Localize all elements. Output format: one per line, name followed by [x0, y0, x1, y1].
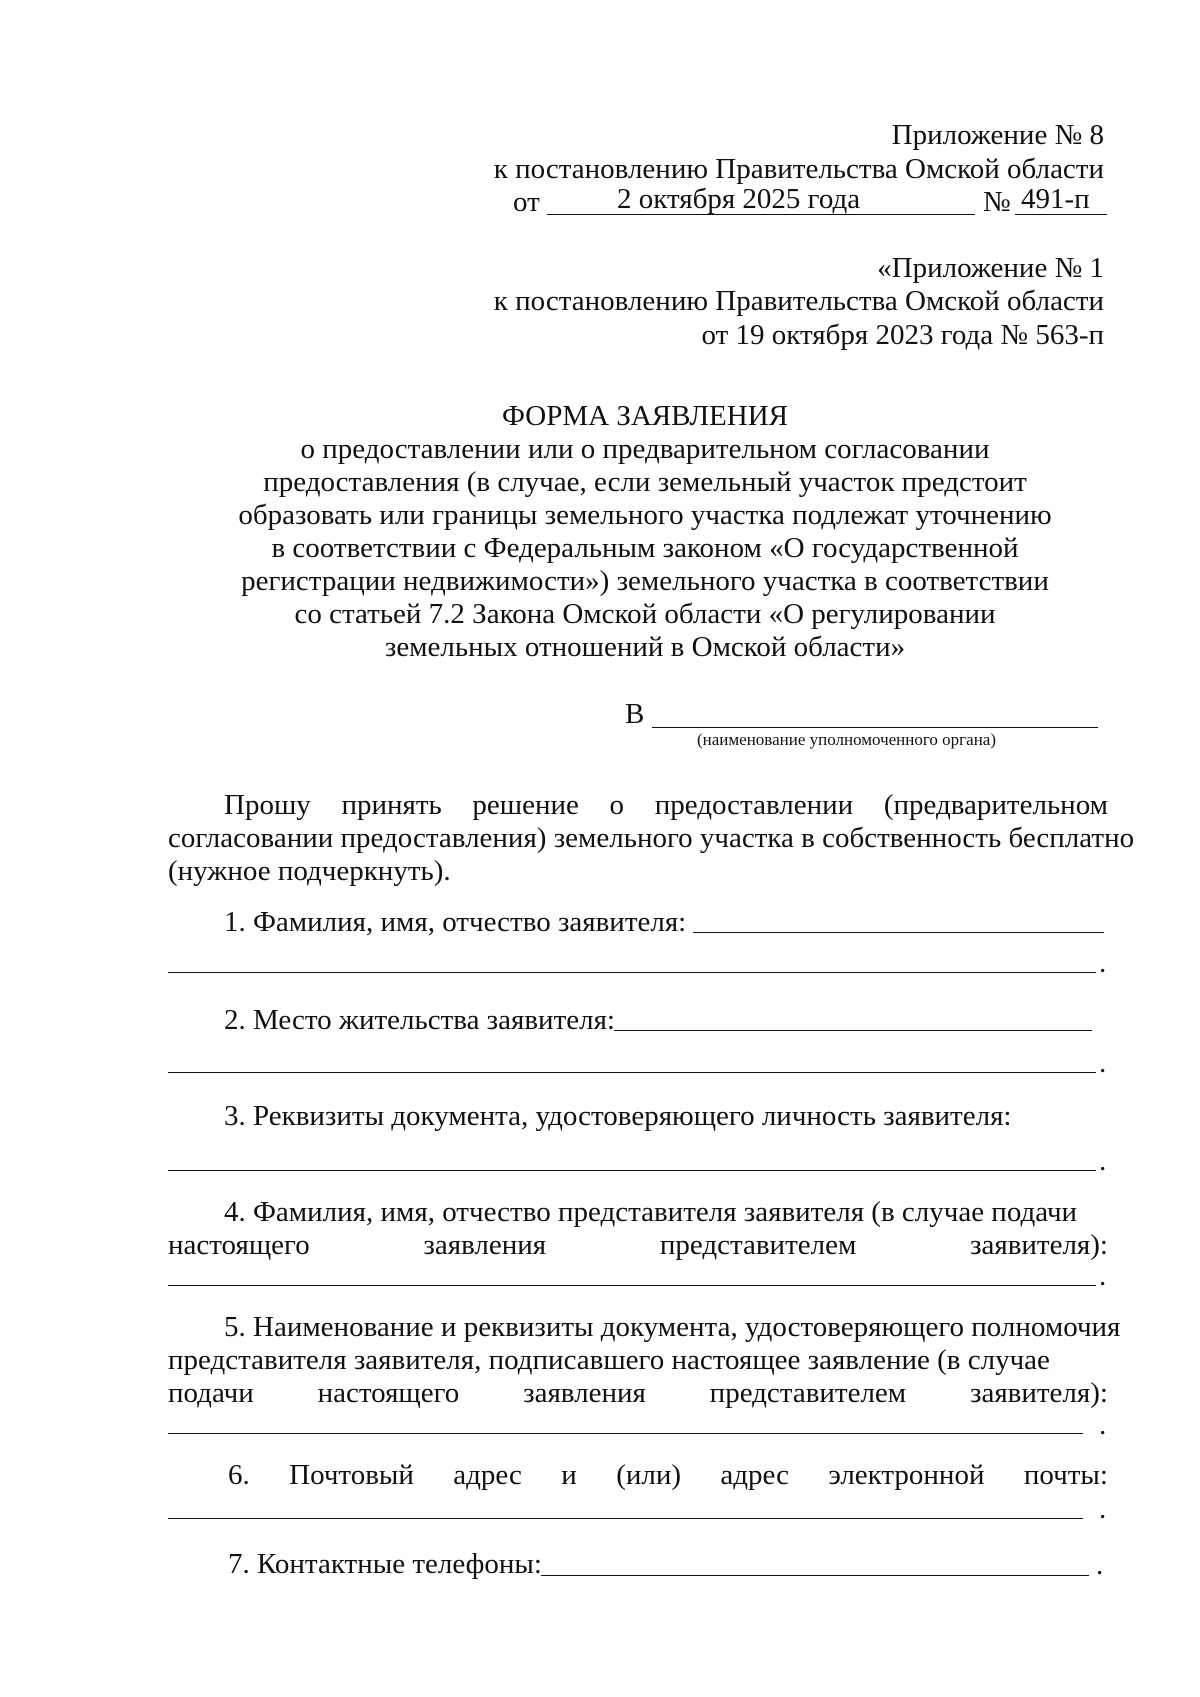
request-word: предоставлении — [654, 789, 854, 821]
resolution-date: 2 октября 2025 года — [617, 183, 861, 215]
item-5-word: заявителя): — [970, 1377, 1108, 1409]
item-6-word: электронной — [828, 1459, 985, 1491]
title-line: о предоставлении или о предварительном согласовании — [300, 433, 990, 465]
item-4-word: настоящего — [168, 1229, 310, 1261]
authority-document-field[interactable] — [168, 1433, 1083, 1434]
appendix-number: Приложение № 8 — [891, 119, 1104, 151]
item-4-word: представителем — [659, 1229, 857, 1261]
representative-name-field[interactable] — [168, 1285, 1096, 1286]
item-7-label: 7. Контактные телефоны: — [228, 1548, 542, 1580]
end-dot: . — [1099, 947, 1107, 979]
item-6-word: адрес — [453, 1459, 522, 1491]
item-6-word: и — [561, 1459, 577, 1491]
request-line-3: (нужное подчеркнуть). — [168, 855, 451, 887]
item-6-word: 6. — [228, 1459, 250, 1491]
item-2-label: 2. Место жительства заявителя: — [224, 1004, 615, 1036]
item-5-word: подачи — [168, 1377, 254, 1409]
title-line: в соответствии с Федеральным законом «О государственной — [271, 532, 1019, 564]
item-5-word: заявления — [523, 1377, 646, 1409]
identity-document-field[interactable] — [168, 1170, 1096, 1171]
postal-email-field[interactable] — [168, 1518, 1083, 1519]
request-word: Прошу — [224, 789, 311, 821]
item-6-word: почты: — [1023, 1459, 1108, 1491]
request-word: о — [609, 789, 625, 821]
end-dot: . — [1096, 1549, 1104, 1581]
item-4-line-2 — [168, 1228, 1108, 1262]
from-label: от — [513, 186, 540, 218]
item-4-line-1: 4. Фамилия, имя, отчество представителя заявителя (в случае подачи — [224, 1196, 1078, 1228]
item-6-word: (или) — [616, 1459, 682, 1491]
applicant-name-field[interactable] — [693, 932, 1104, 933]
end-dot: . — [1099, 1493, 1107, 1525]
end-dot: . — [1099, 1047, 1107, 1079]
resolution-reference: к постановлению Правительства Омской области — [493, 153, 1104, 185]
form-heading: ФОРМА ЗАЯВЛЕНИЯ — [502, 400, 788, 432]
title-line: предоставления (в случае, если земельный участок предстоит — [263, 466, 1027, 498]
item-5-line-1: 5. Наименование и реквизиты документа, удостоверяющего полномочия — [224, 1311, 1121, 1343]
request-word: принять — [341, 789, 442, 821]
item-3-label: 3. Реквизиты документа, удостоверяющего личность заявителя: — [224, 1100, 1012, 1132]
authority-name-field[interactable] — [652, 727, 1098, 728]
title-line: регистрации недвижимости») земельного участка в соответствии — [241, 565, 1049, 597]
end-dot: . — [1099, 1260, 1107, 1292]
item-4-word: заявителя): — [970, 1229, 1108, 1261]
residence-field[interactable] — [614, 1030, 1092, 1031]
item-6-word: Почтовый — [289, 1459, 414, 1491]
prev-appendix-date: от 19 октября 2023 года № 563-п — [701, 319, 1104, 351]
applicant-name-field-cont[interactable] — [168, 972, 1096, 973]
end-dot: . — [1099, 1409, 1107, 1441]
authority-name-caption: (наименование уполномоченного органа) — [697, 730, 997, 749]
prev-appendix-title: «Приложение № 1 — [877, 252, 1104, 284]
item-5-word: настоящего — [317, 1377, 460, 1409]
residence-field-cont[interactable] — [168, 1072, 1096, 1073]
item-1-label: 1. Фамилия, имя, отчество заявителя: — [224, 906, 687, 938]
item-5-line-2: представителя заявителя, подписавшего настоящее заявление (в случае — [168, 1344, 1050, 1376]
item-4-word: заявления — [423, 1229, 547, 1261]
request-word: (предварительном — [883, 789, 1108, 821]
item-5-word: представителем — [709, 1377, 907, 1409]
prev-appendix-resolution: к постановлению Правительства Омской области — [493, 285, 1104, 317]
resolution-number: 491-п — [1021, 183, 1090, 215]
item-6-line-1 — [228, 1458, 1108, 1492]
addressee-prefix: В — [625, 698, 645, 730]
request-line-2: согласовании предоставления) земельного участка в собственность бесплатно — [168, 822, 1135, 854]
request-word: решение — [472, 789, 579, 821]
item-5-line-3 — [168, 1376, 1108, 1410]
title-line: земельных отношений в Омской области» — [384, 631, 906, 663]
request-line-1 — [224, 788, 1108, 822]
title-line: образовать или границы земельного участка подлежат уточнению — [238, 499, 1052, 531]
number-label: № — [983, 186, 1011, 218]
end-dot: . — [1099, 1145, 1107, 1177]
item-6-word: адрес — [720, 1459, 790, 1491]
title-line: со статьей 7.2 Закона Омской области «О регулировании — [294, 598, 996, 630]
phone-field[interactable] — [541, 1575, 1089, 1576]
